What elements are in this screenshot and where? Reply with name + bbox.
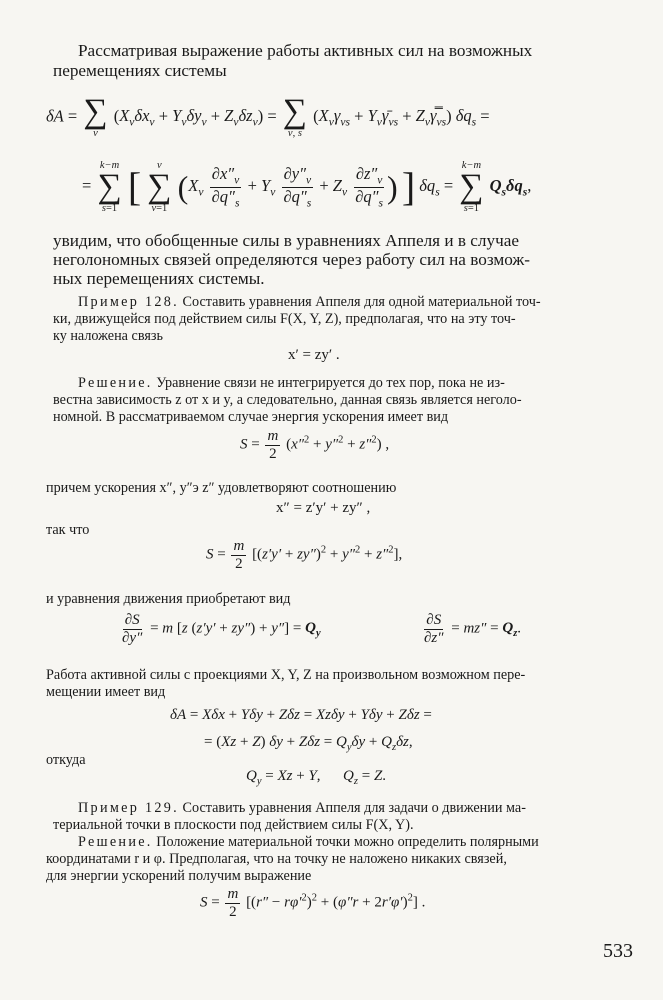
equation-acceleration-relation: x″ = z′y′ + zy″ , — [276, 500, 371, 516]
motion-equations-text: и уравнения движения приобретают вид — [46, 591, 291, 607]
solution-129-line-1: Решение. Положение материальной точки можно определить полярными — [78, 834, 539, 850]
example-129-label: Пример 129. — [78, 800, 179, 816]
solution-128-line-2: вестна зависимость z от x и y, а следовательно, данная связь является неголо- — [53, 392, 522, 408]
work-text-line-2: мещении имеет вид — [46, 684, 166, 700]
page-number: 533 — [603, 940, 633, 962]
solution-129-line-2: координатами r и φ. Предполагая, что на точку не наложено никаких связей, — [46, 851, 507, 867]
solution-128-label: Решение. — [78, 375, 153, 391]
solution-129-label: Решение. — [78, 834, 153, 850]
intro-line-1: Рассматривая выражение работы активных сил на возможных — [78, 41, 533, 60]
whence-text: откуда — [46, 752, 86, 768]
equation-motion-z: $\frac{\partial S}{\partial z''}$ = $mz'' = Q_z$. — [424, 612, 522, 646]
accelerations-text: причем ускорения x″, y″э z″ удовлетворяют соотношению — [46, 480, 397, 496]
example-128-line-1: Пример 128. Составить уравнения Аппеля для одной материальной точ- — [78, 294, 541, 310]
example-129-line-2: териальной точки в плоскости под действием силы F(X, Y). — [53, 817, 414, 833]
equation-work-2: = (Xz + Z) $\delta y + Z\delta z = Q_y\delta y + Q_z\delta z$, — [204, 734, 413, 753]
equation-energy-substituted: S = $\frac{m}{2}$ $[(z'y' + zy'')^2 + y''^2 + z''^2]$, — [206, 538, 403, 572]
equation-constraint: x′ = zy′ . — [288, 347, 340, 363]
so-that-text: так что — [46, 522, 90, 538]
solution-128-line-1: Решение. Уравнение связи не интегрируется до тех пор, пока не из- — [78, 375, 505, 391]
equation-polar-energy: S = $\frac{m}{2}$ $[(r'' - r\varphi'^2)^2 + (\varphi''r + 2r'\varphi')^2]$ . — [200, 886, 426, 920]
equation-virtual-work-2: = k−m ∑ s=1 [ ν ∑ ν=1 ($X_\nu$ $\frac{\partial x''_\nu}{\partial q''_s}$ + $Y_\nu$ $\frac{\partial y''_\nu}{\partial q''_s}$ + $Z_\nu$ $\frac{\partial z''_\nu}{\partial q''_s}$ ) ] $\delta q_s$ = k−m ∑ s=1 $Q_s\delta q_s$, — [82, 160, 532, 214]
after-eq-line-1: увидим, что обобщенные силы в уравнениях Аппеля и в случае — [53, 231, 519, 250]
work-text-line-1: Работа активной силы с проекциями X, Y, Z на произвольном возможном пере- — [46, 667, 526, 683]
solution-129-line-3: для энергии ускорений получим выражение — [46, 868, 312, 884]
example-128-line-3: ку наложена связь — [53, 328, 163, 344]
solution-128-line-3: номной. В рассматриваемом случае энергия ускорения имеет вид — [53, 409, 449, 425]
equation-acceleration-energy: S = $\frac{m}{2}$ (x″$^2$ + y″$^2$ + z″$^2$) , — [240, 428, 390, 462]
example-129-line-1: Пример 129. Составить уравнения Аппеля для задачи о движении ма- — [78, 800, 526, 816]
equation-work-1: δA = Xδx + Yδy + Zδz = Xzδy + Yδy + Zδz = — [170, 707, 432, 723]
after-eq-line-3: ных перемещениях системы. — [53, 269, 265, 288]
example-128-line-2: ки, движущейся под действием силы F(X, Y, Z), предполагая, что на эту точ- — [53, 311, 516, 327]
equation-virtual-work-1: δA = ∑ ν $(X_\nu\delta x_\nu + Y_\nu\delta y_\nu + Z_\nu\delta z_\nu)$ = ∑ ν, s ($X_\nu\gamma_{\nu s}$ + $Y_\nu\gammā_{\nu s}$ + $Z_\nu\gamma̿_{\nu s}$) $\delta q_s$ = — [46, 93, 490, 139]
equation-motion-y: $\frac{\partial S}{\partial y''}$ = m [z $(z'y' + zy'') + y''] = Q_y$ — [122, 612, 321, 646]
equation-generalized-forces: $Q_y = Xz + Y$, $Q_z = Z$. — [246, 768, 387, 787]
example-128-label: Пример 128. — [78, 294, 179, 310]
intro-line-2: перемещениях системы — [53, 61, 227, 80]
after-eq-line-2: неголономных связей определяются через работу сил на возмож- — [53, 250, 531, 269]
